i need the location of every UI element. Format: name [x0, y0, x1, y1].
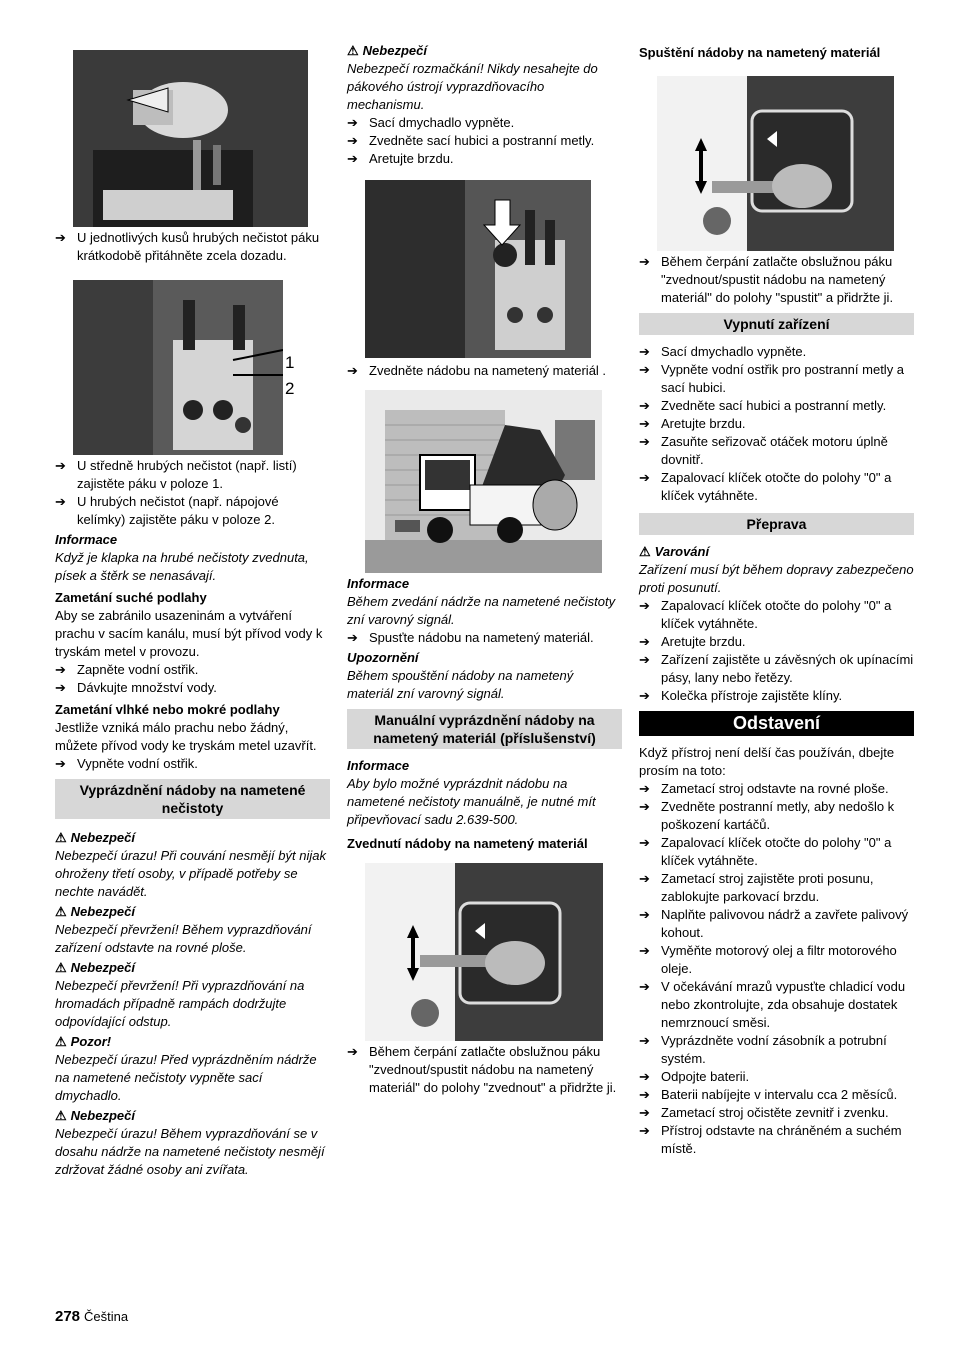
- list-item: ➔ Sací dmychadlo vypněte.: [347, 115, 515, 130]
- danger-text: Nebezpečí úrazu! Během vyprazdňování se v dosahu nádrže na nametené nečistoty nesmějí zdržovat žádné osoby ani zvířata.: [55, 1126, 325, 1177]
- info-text: Během zvedání nádrže na nametené nečistoty zní varovný signál.: [347, 594, 616, 627]
- list-item: ➔ Aretujte brzdu.: [347, 151, 454, 166]
- chapter-heading: Odstavení: [639, 711, 914, 736]
- list-item: ➔ Zametací stroj odstavte na rovné ploše.: [639, 781, 889, 796]
- list-item: ➔ Zapněte vodní ostřik.: [55, 662, 199, 677]
- list-item: ➔ Zametací stroj zajistěte proti posunu, zablokujte parkovací brzdu.: [639, 871, 874, 904]
- list-item: ➔ Odpojte baterii.: [639, 1069, 750, 1084]
- list-item: ➔ U středně hrubých nečistot (např. listí) zajistěte páku v poloze 1.: [55, 458, 297, 491]
- list-item: ➔ U jednotlivých kusů hrubých nečistot páku krátkodobě přitáhněte zcela dozadu.: [55, 230, 320, 263]
- column-middle: [347, 40, 622, 1097]
- arrow-icon: ➔: [639, 1069, 650, 1084]
- info-heading: Informace: [55, 532, 118, 547]
- raise-heading: Zvednutí nádoby na nametený materiál: [347, 836, 588, 851]
- list-item: ➔ Zapalovací klíček otočte do polohy "0" a klíček vytáhněte.: [639, 598, 892, 631]
- arrow-icon: ➔: [639, 871, 650, 886]
- arrow-icon: ➔: [639, 362, 650, 377]
- danger-heading: ⚠ Nebezpečí: [55, 904, 135, 919]
- list-item: ➔ Sací dmychadlo vypněte.: [639, 344, 807, 359]
- arrow-icon: ➔: [639, 907, 650, 922]
- warning-icon: ⚠: [55, 960, 67, 975]
- photo-pump-lever-lower: [657, 76, 894, 251]
- caution-heading: ⚠ Pozor!: [55, 1034, 112, 1049]
- list-item: ➔ Přístroj odstavte na chráněném a suchém místě.: [639, 1123, 902, 1156]
- transport-list: [639, 597, 914, 705]
- list-item: ➔ U hrubých nečistot (např. nápojové kelímky) zajistěte páku v poloze 2.: [55, 494, 279, 527]
- arrow-icon: ➔: [55, 458, 66, 473]
- danger-heading: ⚠ Nebezpečí: [55, 1108, 135, 1123]
- lower-heading: Spuštění nádoby na nametený materiál: [639, 45, 881, 60]
- list-item: ➔ Během čerpání zatlačte obslužnou páku "zvednout/spustit nádobu na nametený materiál" do polohy "spustit" a přidržte ji.: [639, 254, 894, 305]
- warning-heading: ⚠ Varování: [639, 544, 710, 559]
- arrow-icon: ➔: [639, 1087, 650, 1102]
- list-item: ➔ Vyprázdněte vodní zásobník a potrubní systém.: [639, 1033, 887, 1066]
- arrow-icon: ➔: [639, 799, 650, 814]
- arrow-icon: ➔: [347, 133, 358, 148]
- danger-heading: ⚠ Nebezpečí: [55, 830, 135, 845]
- list-item: ➔ Naplňte palivovou nádrž a zavřete palivový kohout.: [639, 907, 909, 940]
- arrow-icon: ➔: [639, 344, 650, 359]
- list-item: ➔ Kolečka přístroje zajistěte klíny.: [639, 688, 843, 703]
- arrow-icon: ➔: [639, 1123, 650, 1138]
- danger-heading: ⚠ Nebezpečí: [55, 960, 135, 975]
- arrow-icon: ➔: [55, 756, 66, 771]
- danger-text: Nebezpečí převržení! Během vyprazdňování zařízení odstavte na rovné ploše.: [55, 922, 312, 955]
- warning-icon: ⚠: [55, 1108, 67, 1123]
- arrow-icon: ➔: [639, 1033, 650, 1048]
- photo-lever-positions: [73, 280, 283, 455]
- arrow-icon: ➔: [639, 781, 650, 796]
- list-item: ➔ Zvedněte nádobu na nametený materiál .: [347, 363, 607, 378]
- info-text: Když je klapka na hrubé nečistoty zvednuta, písek a štěrk se nenasávají.: [55, 550, 309, 583]
- arrow-icon: ➔: [347, 363, 358, 378]
- page-number: 278: [55, 1308, 81, 1325]
- page-footer: [55, 1308, 128, 1325]
- warning-icon: ⚠: [55, 1034, 67, 1049]
- danger-text: Nebezpečí převržení! Při vyprazdňování na hromadách případně rampách dodržujte odpovídající odstup.: [55, 978, 305, 1029]
- info-heading: Informace: [347, 758, 410, 773]
- arrow-icon: ➔: [639, 598, 650, 613]
- arrow-icon: ➔: [639, 1105, 650, 1120]
- callout-2-label: 2: [285, 379, 295, 398]
- list-item: ➔ Zvedněte postranní metly, aby nedošlo k poškození kartáčů.: [639, 799, 895, 832]
- list-item: ➔ V očekávání mrazů vypusťte chladicí vodu nebo zkontrolujte, zda obsahuje dostatek nemrznoucí směsi.: [639, 979, 906, 1030]
- info-text: Aby bylo možné vyprázdnit nádobu na nametené nečistoty manuálně, je nutné mít připevňovací sadu 2.639-500.: [347, 776, 596, 827]
- arrow-icon: ➔: [639, 254, 650, 269]
- arrow-icon: ➔: [639, 835, 650, 850]
- warning-icon: ⚠: [347, 43, 359, 58]
- list-item: ➔ Zapalovací klíček otočte do polohy "0" a klíček vytáhněte.: [639, 835, 892, 868]
- arrow-icon: ➔: [639, 470, 650, 485]
- arrow-icon: ➔: [55, 230, 66, 245]
- arrow-icon: ➔: [639, 634, 650, 649]
- section-heading: Přeprava: [639, 513, 914, 535]
- list-item: ➔ Zasuňte seřizovač otáček motoru úplně dovnitř.: [639, 434, 888, 467]
- arrow-icon: ➔: [347, 151, 358, 166]
- list-item: ➔ Vypněte vodní ostřik.: [55, 756, 198, 771]
- arrow-icon: ➔: [639, 688, 650, 703]
- list-item: ➔ Zapalovací klíček otočte do polohy "0" a klíček vytáhněte.: [639, 470, 892, 503]
- storage-list: [639, 780, 914, 1158]
- wet-heading: Zametání vlhké nebo mokré podlahy: [55, 702, 280, 717]
- warning-icon: ⚠: [639, 544, 651, 559]
- arrow-icon: ➔: [347, 630, 358, 645]
- section-heading: Vypnutí zařízení: [639, 313, 914, 335]
- info-heading: Informace: [347, 576, 410, 591]
- photo-sweeper-machine: [365, 390, 602, 573]
- arrow-icon: ➔: [639, 416, 650, 431]
- photo-joystick: [365, 180, 591, 358]
- arrow-icon: ➔: [639, 943, 650, 958]
- caution-text: Nebezpečí úrazu! Před vyprázdněním nádrže na nametené nečistoty vypněte sací dmychadlo.: [55, 1052, 317, 1103]
- arrow-icon: ➔: [639, 398, 650, 413]
- danger-heading: ⚠ Nebezpečí: [347, 43, 427, 58]
- warning-icon: ⚠: [55, 830, 67, 845]
- list-item: ➔ Aretujte brzdu.: [639, 416, 746, 431]
- notice-heading: Upozornění: [347, 650, 419, 665]
- column-left: [55, 40, 330, 1179]
- list-item: ➔ Zametací stroj očistěte zevnitř i zvenku.: [639, 1105, 889, 1120]
- arrow-icon: ➔: [639, 434, 650, 449]
- callout-1-label: 1: [285, 353, 295, 372]
- warning-icon: ⚠: [55, 904, 67, 919]
- photo-lever-pull: [73, 50, 308, 227]
- arrow-icon: ➔: [55, 680, 66, 695]
- list-item: ➔ Zvedněte sací hubici a postranní metly.: [639, 398, 887, 413]
- dry-text: Aby se zabránilo usazeninám a vytváření prachu v sacím kanálu, musí být přívod vody k tryskám metel v provozu.: [55, 608, 323, 659]
- list-item: ➔ Zařízení zajistěte u závěsných ok upínacími pásy, lany nebo řetězy.: [639, 652, 914, 685]
- list-item: ➔ Aretujte brzdu.: [639, 634, 746, 649]
- notice-text: Během spouštění nádoby na nametený materiál zní varovný signál.: [347, 668, 574, 701]
- arrow-icon: ➔: [639, 979, 650, 994]
- arrow-icon: ➔: [55, 494, 66, 509]
- column-right: [639, 40, 914, 1158]
- photo-pump-lever-raise: [365, 863, 603, 1041]
- shutdown-list: [639, 343, 914, 505]
- section-heading: Manuální vyprázdnění nádoby na nametený materiál (příslušenství): [347, 709, 622, 749]
- list-item: ➔ Spusťte nádobu na nametený materiál.: [347, 630, 594, 645]
- arrow-icon: ➔: [347, 1044, 358, 1059]
- list-item: ➔ Vyměňte motorový olej a filtr motorového oleje.: [639, 943, 897, 976]
- section-heading: Vyprázdnění nádoby na nametené nečistoty: [55, 779, 330, 819]
- danger-text: Nebezpečí rozmačkání! Nikdy nesahejte do pákového ústrojí vyprazdňovacího mechanismu.: [347, 61, 598, 112]
- callout-labels: [285, 350, 294, 402]
- list-item: ➔ Dávkujte množství vody.: [55, 680, 217, 695]
- footer-language: Čeština: [84, 1309, 129, 1324]
- list-item: ➔ Zvedněte sací hubici a postranní metly.: [347, 133, 595, 148]
- wet-text: Jestliže vzniká málo prachu nebo žádný, můžete přívod vody ke tryskám metel uzavřít.: [55, 720, 317, 753]
- arrow-icon: ➔: [55, 662, 66, 677]
- danger-text: Nebezpečí úrazu! Při couvání nesmějí být nijak ohroženy třetí osoby, v případě potřeby se nechte navádět.: [55, 848, 326, 899]
- storage-intro: Když přístroj není delší čas používán, dbejte prosím na toto:: [639, 745, 895, 778]
- arrow-icon: ➔: [639, 652, 650, 667]
- arrow-icon: ➔: [347, 115, 358, 130]
- dry-heading: Zametání suché podlahy: [55, 590, 207, 605]
- warning-text: Zařízení musí být během dopravy zabezpečeno proti posunutí.: [639, 562, 914, 595]
- list-item: ➔ Vypněte vodní ostřik pro postranní metly a sací hubici.: [639, 362, 905, 395]
- list-item: ➔ Baterii nabíjejte v intervalu cca 2 měsíců.: [639, 1087, 898, 1102]
- list-item: ➔ Během čerpání zatlačte obslužnou páku "zvednout/spustit nádobu na nametený materiál" do polohy "zvednout" a přidržte ji.: [347, 1044, 617, 1095]
